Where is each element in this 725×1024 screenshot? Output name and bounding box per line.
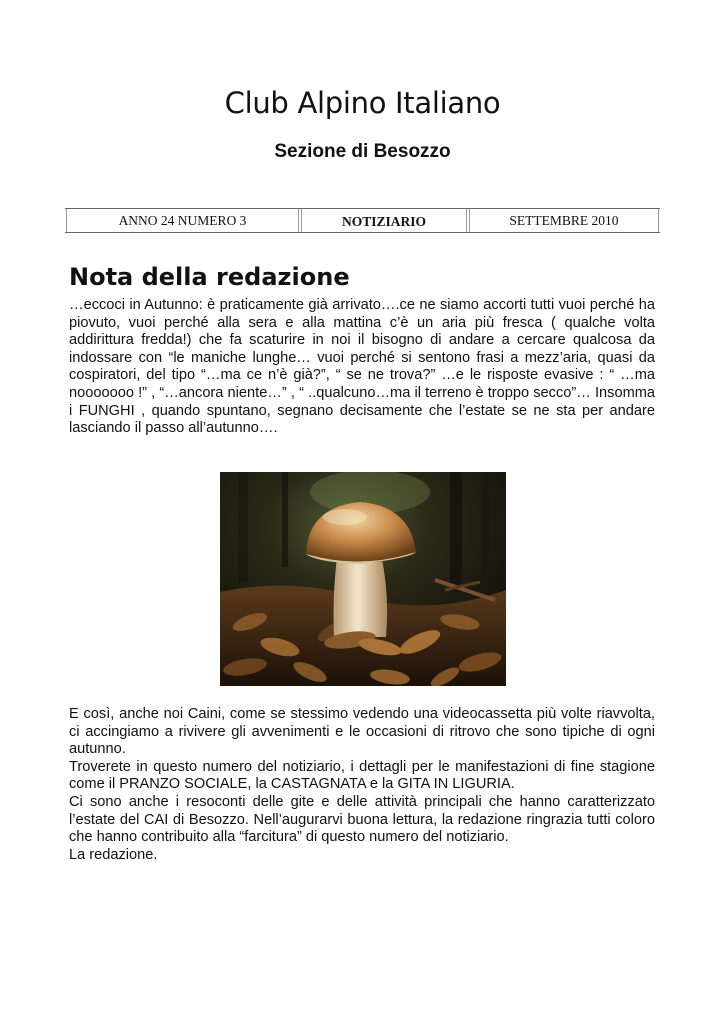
issue-publication: NOTIZIARIO [301,209,467,232]
issue-info-bar [65,208,660,233]
issue-year-number: ANNO 24 NUMERO 3 [66,209,299,232]
mushroom-photo [220,472,506,686]
body-line: E così, anche noi Caini, come se stessimo vedendo una videocassetta più volte riavvolta, ci accingiamo a rivivere gli avvenimenti e le occasioni di ritrovo che sono tipiche di ogni autunno. [69,706,655,758]
issue-date: SETTEMBRE 2010 [469,209,659,232]
body-line: Ci sono anche i resoconti delle gite e delle attività principali che hanno caratterizzato l’estate del CAI di Besozzo. Nell’augurarvi buona lettura, la redazione ringrazia tutti coloro che hanno contribuito alla “farcitura” di questo numero del notiziario. [69,793,655,846]
page-title: Club Alpino Italiano [224,86,501,120]
body-paragraph [69,706,655,864]
page-subtitle: Sezione di Besozzo [274,141,451,162]
body-line: Troverete in questo numero del notiziario, i dettagli per le manifestazioni di fine stagione come il PRANZO SOCIALE, la CASTAGNATA e la GITA IN LIGURIA. [69,758,655,793]
intro-paragraph: …eccoci in Autunno: è praticamente già arrivato….ce ne siamo accorti tutti vuoi perché ha piovuto, vuoi perché alla sera e alla mattina c’è un aria più fresca ( qualche volta addirittura fredda!) che fa scaturire in noi il bisogno di andare a cercare qualcosa da indossare con “le maniche lunghe… vuoi perché si sentono frasi a mezz’aria, quasi da cospiratori, del tipo “…ma ce n’è già?”, “ se ne trova?” …e le risposte evasive : “ …ma nooooooo !” , “…ancora niente…” , “ ..qualcuno…ma il terreno è troppo secco”… Insomma i FUNGHI , quando spuntano, segnano decisamente che l’estate se ne sta per andare lasciando il passo all’autunno…. [69,297,655,437]
section-heading: Nota della redazione [69,263,350,291]
body-line: La redazione. [69,846,158,863]
